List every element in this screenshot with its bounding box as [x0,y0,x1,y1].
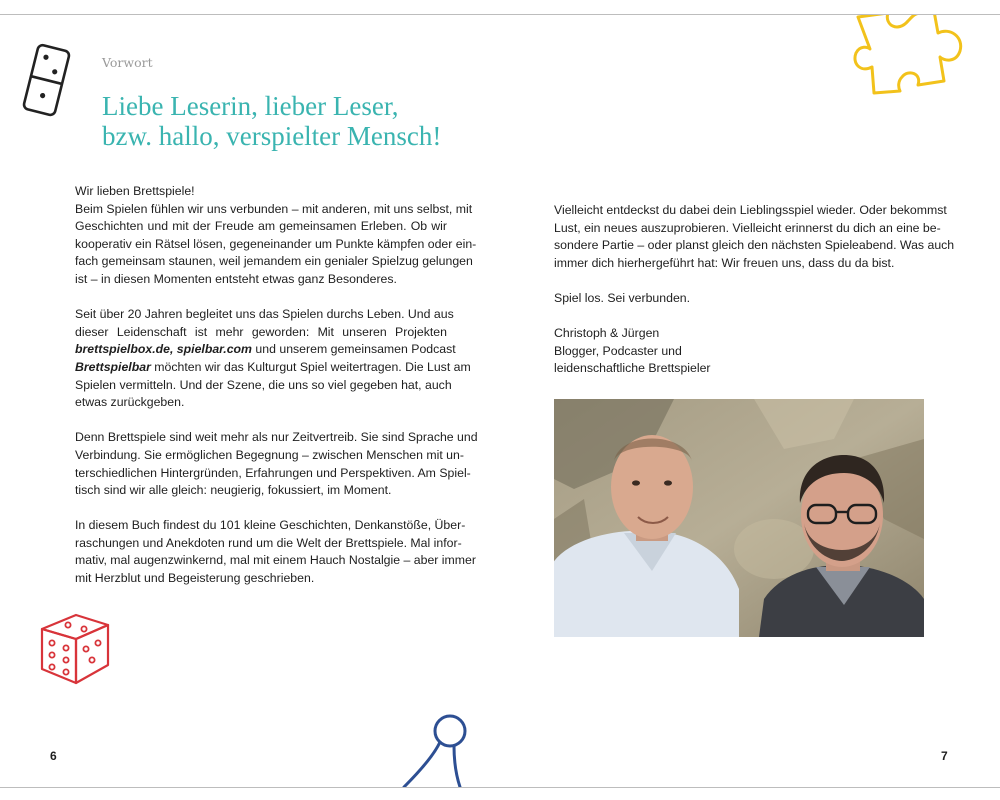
project-names: brettspielbox.de, spielbar.com [75,342,252,357]
paragraph: Wir lieben Brettspiele! Beim Spielen fühlen wir uns verbunden – mit anderen, mit uns selbst, mit Geschichten und mit der Freude am gemeinsamen Erleben. Ob wir kooperativ ein Rätsel lösen, gegeneinander um Punkte kämpfen oder ein- fach gemeinsam staunen, weil jemandem ein genialer Spielzug gelungen ist – in diesen Momenten entsteht etwas ganz Besonderes. [75,184,477,286]
paragraph: Denn Brettspiele sind weit mehr als nur Zeitvertreib. Sie sind Sprache und Verbindung. Sie ermöglichen Begegnung – zwischen Menschen mit un- terschiedlichen Hintergründen, Erfahrungen und Perspektiven. Am Spiel- tisch sind wir alle gleich: neugierig, fokussiert, im Moment. [75,430,478,498]
pawn-icon [390,711,480,787]
podcast-name: Brettspielbar [75,359,151,374]
section-kicker: Vorwort [102,55,153,70]
left-body-text [75,183,478,605]
authors-photo [554,399,924,637]
title-line-1: Liebe Leserin, lieber Leser, [102,91,399,121]
paragraph: In diesem Buch findest du 101 kleine Geschichten, Denkanstöße, Über- raschungen und Anekdoten rund um die Welt der Brettspiele. Mal infor- mativ, mal augenzwinkernd, mal mit einem Hauch Nostalgie – aber immer mit Herzblut und Begeisterung geschrieben. [75,518,476,586]
dice-icon [36,605,116,685]
right-body-text [554,202,955,396]
left-page [0,15,500,787]
book-spread [0,14,1000,788]
right-page [500,15,1000,787]
page-number-right: 7 [941,749,948,763]
domino-icon [14,41,78,123]
paragraph: Seit über 20 Jahren begleitet uns das Spielen durchs Leben. Und aus dieser Leidenschaft ist mehr geworden: Mit unseren Projekten brettspielbox.de, spielbar.com und unserem gemeinsamen Podcast Brettspielbar möchten wir das Kulturgut Spiel weitertragen. Die Lust am Spielen vermitteln. Und der Szene, die uns so viel gegeben hat, auch etwas zurückgeben. [75,307,471,410]
author-names: Christoph & Jürgen [554,326,660,341]
paragraph: Spiel los. Sei verbunden. [554,290,691,305]
puzzle-piece-icon [852,14,972,95]
page-title [102,91,441,151]
signature: Christoph & Jürgen Blogger, Podcaster und leidenschaftliche Brettspieler [554,325,926,378]
paragraph: Vielleicht entdeckst du dabei dein Lieblingsspiel wieder. Oder bekommst Lust, ein neues auszuprobieren. Vielleicht erinnerst du dich an eine be- sondere Partie – oder planst gleich den nächsten Spieleabend. Was auch immer dich hierhergeführt hat: Wir freuen uns, dass du da bist. [554,203,955,270]
title-line-2: bzw. hallo, verspielter Mensch! [102,121,442,151]
page-number-left: 6 [50,749,57,763]
